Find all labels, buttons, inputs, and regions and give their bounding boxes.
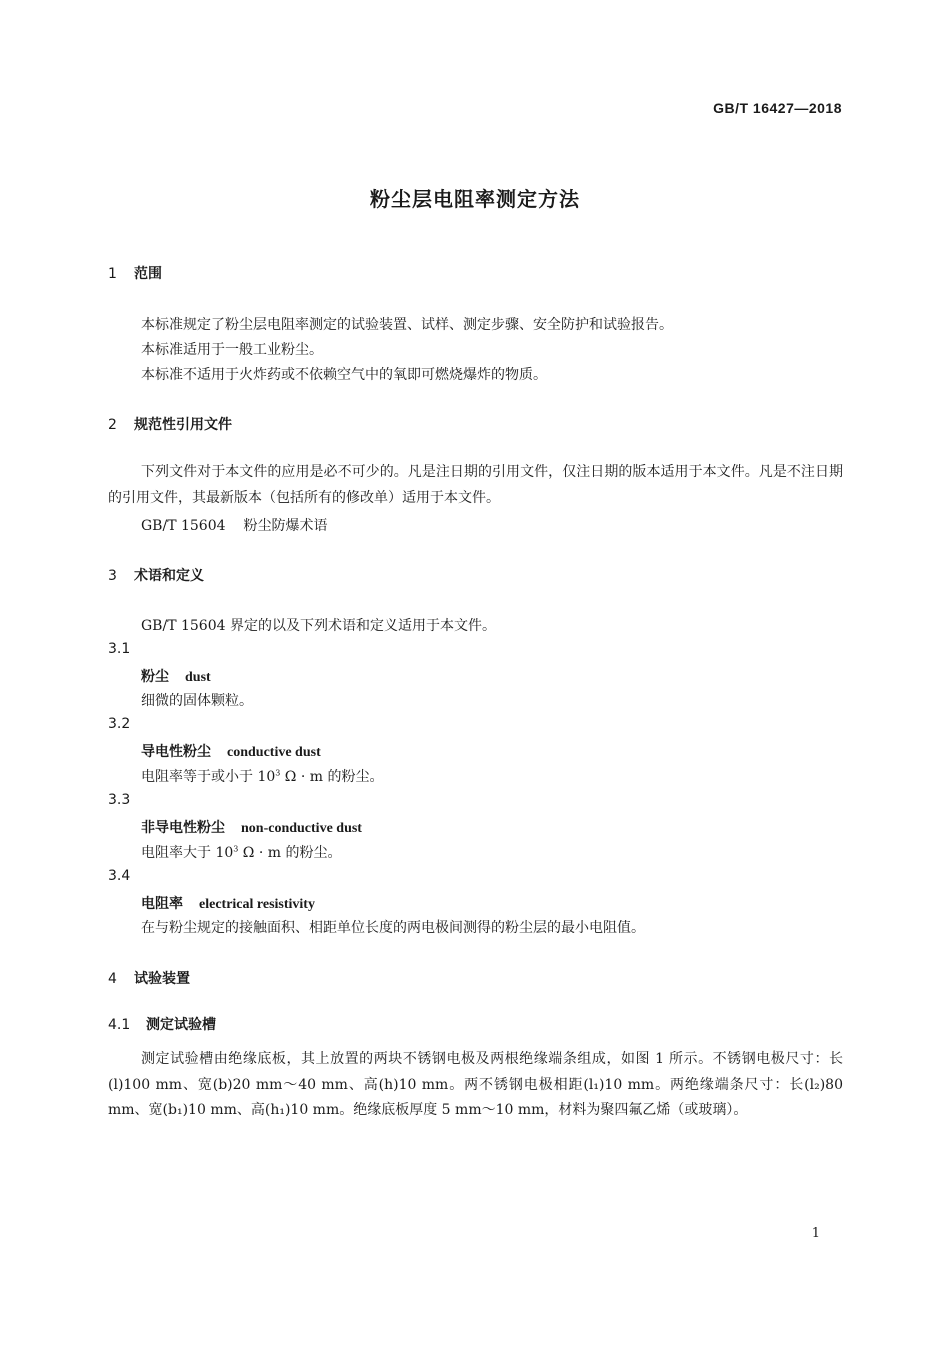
section-title: 范围 — [134, 266, 162, 282]
term-zh: 非导电性粉尘 — [141, 820, 225, 836]
term-definition — [141, 842, 342, 862]
subsection-title: 测定试验槽 — [146, 1017, 216, 1033]
paragraph: 本标准适用于一般工业粉尘。 — [141, 342, 323, 358]
page-number: 1 — [811, 1226, 820, 1241]
paragraph: 本标准规定了粉尘层电阻率测定的试验装置、试样、测定步骤、安全防护和试验报告。 — [141, 317, 673, 333]
document-title: 粉尘层电阻率测定方法 — [370, 187, 580, 211]
term-en: dust — [185, 670, 211, 685]
paragraph: GB/T 15604 界定的以及下列术语和定义适用于本文件。 — [141, 618, 496, 634]
definition-text: 电阻率大于 10 — [141, 845, 234, 861]
term-entry — [141, 893, 315, 913]
section-number: 1 — [108, 266, 117, 282]
subsection-4-1-heading — [108, 1014, 216, 1034]
paragraph: 测定试验槽由绝缘底板，其上放置的两块不锈钢电极及两根绝缘端条组成，如图 1 所示。不锈钢电极尺寸：长(l)100 mm、宽(b)20 mm～40 mm、高(h)10 mm。两不锈钢电极相距(l₁)10 mm。两绝缘端条尺寸：长(l₂)80 mm、宽(b₁)10 mm、高(h₁)10 mm。绝缘底板厚度 5 mm～10 mm，材料为聚四氟乙烯（或玻璃）。 — [108, 1051, 843, 1118]
term-definition: 在与粉尘规定的接触面积、相距单位长度的两电极间测得的粉尘层的最小电阻值。 — [141, 920, 645, 936]
paragraph: 下列文件对于本文件的应用是必不可少的。凡是注日期的引用文件，仅注日期的版本适用于本文件。凡是不注日期的引用文件，其最新版本（包括所有的修改单）适用于本文件。 — [108, 464, 843, 506]
section-4-heading — [108, 968, 190, 988]
section-1-heading — [108, 263, 162, 283]
term-entry — [141, 666, 211, 686]
definition-text: Ω · m 的粉尘。 — [238, 845, 342, 861]
term-definition: 细微的固体颗粒。 — [141, 693, 253, 709]
section-title: 术语和定义 — [134, 568, 204, 584]
clause-number: 3.4 — [108, 868, 131, 884]
paragraph: 本标准不适用于火炸药或不依赖空气中的氧即可燃烧爆炸的物质。 — [141, 367, 547, 383]
section-3-heading — [108, 565, 204, 585]
term-zh: 粉尘 — [141, 669, 169, 685]
term-entry — [141, 741, 321, 761]
term-definition — [141, 766, 384, 786]
term-en: electrical resistivity — [199, 897, 315, 912]
reference-entry — [141, 515, 328, 535]
section-number: 2 — [108, 417, 117, 433]
term-entry — [141, 817, 362, 837]
section-title: 试验装置 — [134, 971, 190, 987]
section-2-heading — [108, 414, 232, 434]
subsection-number: 4.1 — [108, 1017, 131, 1033]
term-en: conductive dust — [227, 745, 321, 760]
clause-number: 3.1 — [108, 641, 131, 657]
clause-number: 3.2 — [108, 716, 131, 732]
exponent: 3 — [233, 844, 239, 854]
reference-title: 粉尘防爆术语 — [243, 518, 328, 534]
section-title: 规范性引用文件 — [134, 417, 232, 433]
term-zh: 电阻率 — [141, 896, 183, 912]
definition-text: 电阻率等于或小于 10 — [141, 769, 276, 785]
term-zh: 导电性粉尘 — [141, 744, 211, 760]
definition-text: Ω · m 的粉尘。 — [280, 769, 384, 785]
clause-number: 3.3 — [108, 792, 131, 808]
section-number: 4 — [108, 971, 117, 987]
reference-code: GB/T 15604 — [141, 518, 226, 534]
section-number: 3 — [108, 568, 117, 584]
exponent: 3 — [275, 768, 281, 778]
standard-code: GB/T 16427—2018 — [713, 100, 842, 116]
term-en: non-conductive dust — [241, 821, 362, 836]
